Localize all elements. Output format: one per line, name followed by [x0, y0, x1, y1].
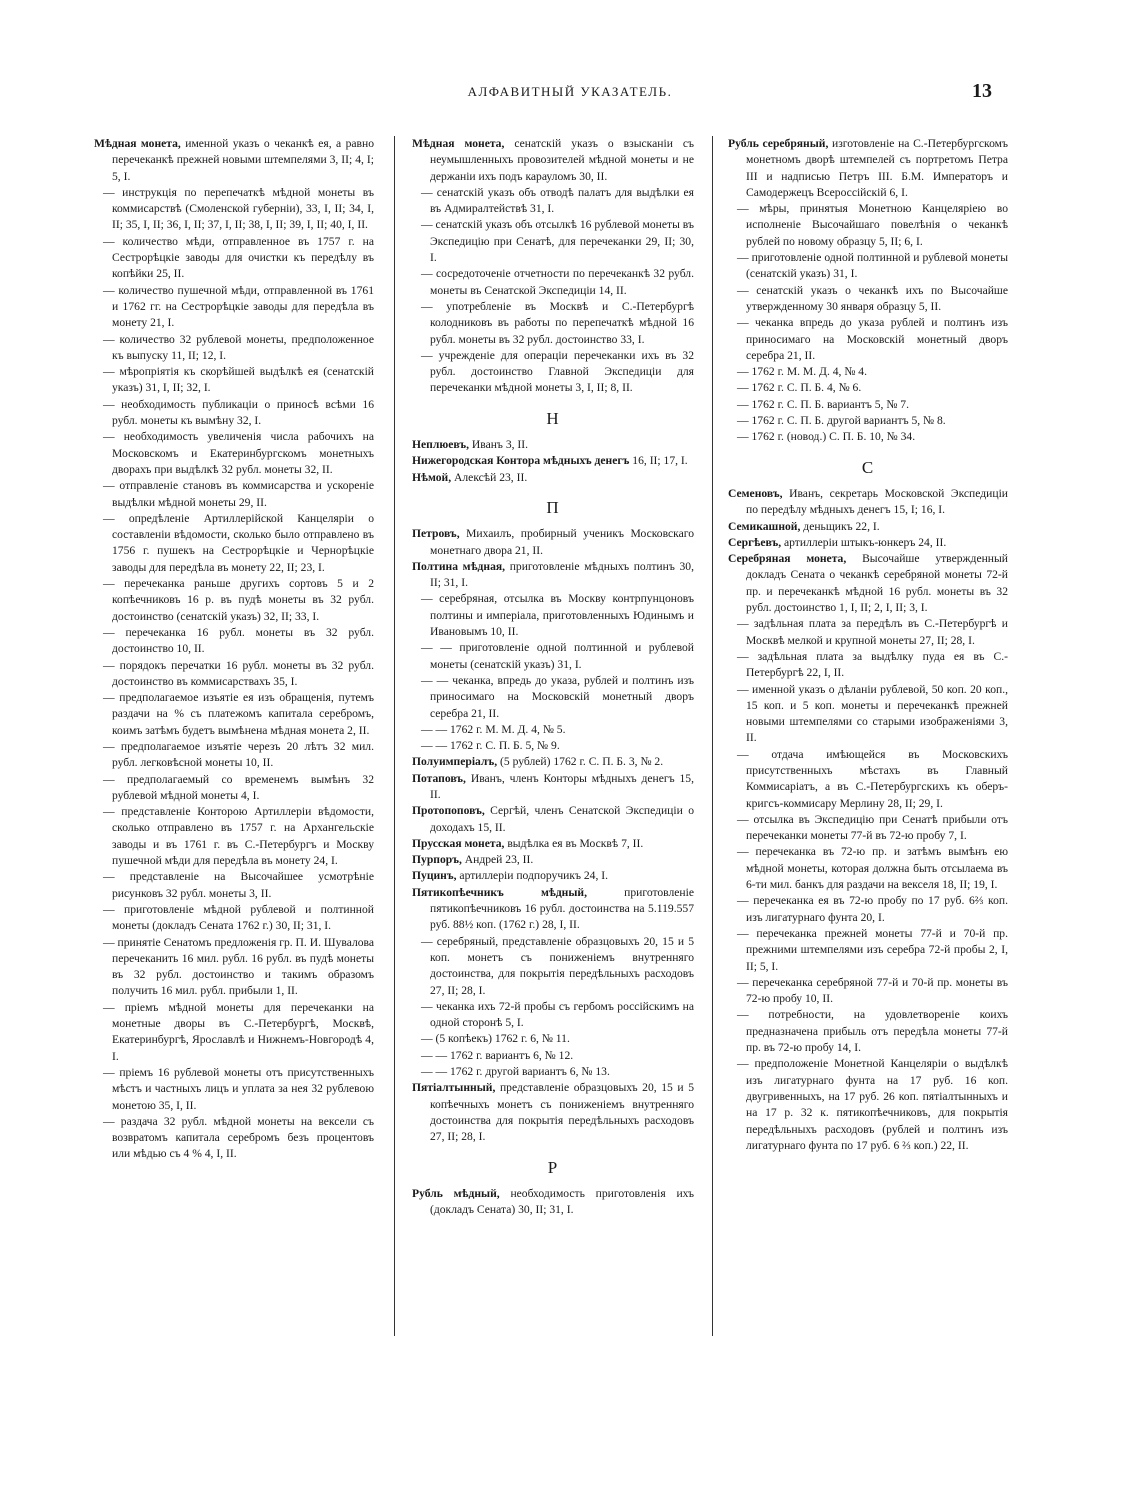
index-subentry: [412, 1031, 694, 1047]
index-entry-text: — чеканка ихъ 72-й пробы съ гербомъ россійскимъ на одной сторонѣ 5, I.: [421, 999, 694, 1030]
index-entry-text: артиллеріи штыкъ-юнкеръ 24, II.: [784, 535, 947, 549]
index-entry-heading: Неплюевъ,: [412, 438, 469, 452]
index-subentry: [728, 975, 1008, 1008]
index-subentry: [94, 364, 374, 397]
index-entry-text: — отправленіе становъ въ коммисарства и ускореніе выдѣлки мѣдной монеты 29, II.: [103, 479, 374, 509]
index-subentry: [728, 413, 1008, 429]
index-entry-text: (5 рублей) 1762 г. С. П. Б. 3, № 2.: [500, 755, 664, 769]
index-entry-text: — количество мѣди, отправленное въ 1757 г. на Сестрорѣцкіе заводы для очистки къ передѣлу въ копѣйки 25, II.: [103, 234, 374, 281]
index-entry-text: — 1762 г. С. П. Б. другой вариантъ 5, № 8.: [737, 414, 946, 428]
index-entry-text: Алексѣй 23, II.: [454, 470, 528, 484]
index-entry-text: Иванъ, секретарь Московской Экспедиціи по передѣлу мѣдныхъ денегъ 15, I; 16, I.: [746, 486, 1008, 517]
column-divider: [394, 136, 395, 1336]
index-entry-text: артиллеріи подпоручикъ 24, I.: [459, 869, 609, 883]
index-subentry: [412, 738, 694, 754]
index-entry-text: — 1762 г. (новод.) С. П. Б. 10, № 34.: [737, 430, 916, 444]
index-entry-text: — серебряная, отсылка въ Москву контрпунцоновъ полтины и имперіала, приготовленныхъ Юдинымъ и Ивановымъ 10, II.: [421, 592, 694, 639]
index-entry: [412, 771, 694, 804]
index-subentry: [94, 283, 374, 332]
index-entry: [412, 836, 694, 852]
index-entry-text: Андрей 23, II.: [464, 853, 534, 867]
index-entry-text: необходимость приготовленія ихъ (докладъ Сената) 30, II; 31, I.: [430, 1186, 694, 1217]
index-subentry: [728, 283, 1008, 316]
index-entry: [412, 559, 694, 592]
index-subentry: [412, 1048, 694, 1064]
index-entry: [412, 803, 694, 836]
index-entry-text: — серебряный, представленіе образцовыхъ 20, 15 и 5 коп. монетъ съ пониженіемъ внутренняго достоинства, для покрытія передѣльныхъ расходовъ 27, II; 28, I.: [421, 934, 694, 997]
index-subentry: [728, 812, 1008, 845]
index-subentry: [728, 649, 1008, 682]
index-entry-text: приготовленіе мѣдныхъ полтинъ 30, II; 31, I.: [430, 559, 694, 590]
index-subentry: [94, 739, 374, 772]
index-entry-text: — предполагаемое изъятіе ея изъ обращенія, путемъ раздачи на % съ платежомъ капитала серебромъ, коимъ затѣмъ будетъ вымѣнена мѣдная монета 2, II.: [103, 691, 374, 737]
index-entry-text: — — 1762 г. М. М. Д. 4, № 5.: [421, 722, 566, 736]
index-entry-heading: Семеновъ,: [728, 486, 783, 500]
index-entry-text: — сенатскій указъ объ отсылкѣ 16 рублевой монеты въ Экспедицію при Сенатѣ, для перечеканки 29, II; 30, I.: [421, 218, 694, 265]
index-subentry: [412, 1064, 694, 1080]
index-subentry: [94, 1000, 374, 1065]
index-subentry: [94, 690, 374, 739]
index-entry-heading: Серебряная монета,: [728, 552, 847, 566]
index-entry-text: — перечеканка 16 рубл. монеты въ 32 рубл. достоинство 10, II.: [103, 625, 374, 656]
index-entry: [728, 519, 1008, 535]
index-entry: [728, 535, 1008, 551]
index-subentry: [728, 315, 1008, 364]
index-entry-heading: Потаповъ,: [412, 771, 466, 785]
index-entry-heading: Сергѣевъ,: [728, 535, 782, 549]
index-entry: [412, 754, 694, 770]
index-entry-text: Высочайше утвержденный докладъ Сената о чеканкѣ серебряной монеты 72-й пр. и перечеканкѣ мѣдной 16 рубл. монеты въ 32 рубл. достоинство 1, I, II; 2, I, II; 3, I.: [746, 552, 1008, 615]
index-entry-heading: Мѣдная монета,: [94, 137, 181, 150]
index-entry-text: — — 1762 г. другой вариантъ 6, № 13.: [421, 1065, 610, 1079]
index-subentry: [94, 869, 374, 902]
index-entry-heading: Пятикопѣечникъ мѣдный,: [412, 885, 587, 899]
index-entry-text: Иванъ 3, II.: [471, 438, 529, 452]
index-subentry: [412, 591, 694, 640]
index-entry: [412, 437, 694, 453]
index-subentry: [412, 673, 694, 722]
index-entry: [412, 852, 694, 868]
index-entry: [412, 470, 694, 486]
index-subentry: [728, 250, 1008, 283]
index-entry-text: — приготовленіе одной полтинной и рублевой монеты (сенатскій указъ) 31, I.: [737, 251, 1008, 281]
index-subentry: [728, 844, 1008, 893]
index-entry: [728, 136, 1008, 201]
column-divider: [712, 136, 713, 1336]
index-subentry: [412, 185, 694, 218]
index-entry-text: — сенатскій указъ объ отводѣ палатъ для выдѣлки ея въ Адмиралтействѣ 31, I.: [421, 185, 694, 216]
index-subentry: [94, 234, 374, 283]
index-entry-heading: Пятіалтынный,: [412, 1081, 496, 1095]
index-entry-text: — предполагаемый со временемъ вымѣнъ 32 рублевой мѣдной монеты 4, I.: [103, 772, 374, 802]
index-subentry: [728, 1056, 1008, 1154]
index-subentry: [94, 658, 374, 691]
index-entry: [94, 136, 374, 185]
index-entry-text: — инструкція по перепечаткѣ мѣдной монеты въ коммисарствѣ (Смоленской губерніи), 33, I, II; 34, I, II; 35, I, II; 36, I, II; 37, I, II; 38, I, II; 39, I, II; 40, I, II.: [103, 185, 374, 232]
index-entry-text: — пріемъ мѣдной монеты для перечеканки на монетные дворы въ С.-Петербургѣ, Москвѣ, Екатеринбургѣ, Ярославлѣ и Нижнемъ-Новгородѣ 4, I.: [103, 1000, 374, 1063]
index-subentry: [94, 397, 374, 430]
index-entry-text: — учрежденіе для операціи перечеканки ихъ въ 32 рубл. достоинство Главной Экспедиціи для перечеканки мѣдной монеты 3, I, II; 8, II.: [421, 348, 694, 395]
index-entry-text: — именной указъ о дѣланіи рублевой, 50 коп. 20 коп., 15 коп. и 5 коп. монеты и перечеканкѣ прежней новыми штемпелями со старыми изображеніями 3, II.: [737, 682, 1008, 745]
index-entry-text: — пріемъ 16 рублевой монеты отъ присутственныхъ мѣстъ и частныхъ лицъ и уплата за нея 32 рублевою монетою 35, I, II.: [103, 1065, 374, 1112]
index-subentry: [412, 934, 694, 999]
index-entry: [412, 136, 694, 185]
index-column-2: [412, 136, 694, 1218]
index-subentry: [728, 1007, 1008, 1056]
index-entry: [412, 526, 694, 559]
index-subentry: [94, 185, 374, 234]
index-subentry: [728, 397, 1008, 413]
index-subentry: [412, 217, 694, 266]
index-entry-heading: Петровъ,: [412, 527, 460, 541]
index-entry-text: — предполагаемое изъятіе черезъ 20 лѣтъ 32 мил. рубл. легковѣсной монеты 10, II.: [103, 739, 374, 770]
index-entry-text: — употребленіе въ Москвѣ и С.-Петербургѣ колодниковъ въ работы по перепечаткѣ мѣдной 16 рубл. монеты въ 32 рубл. достоинство 33, I.: [421, 299, 694, 346]
index-subentry: [94, 478, 374, 511]
index-entry-text: — приготовленіе мѣдной рублевой и полтинной монеты (докладъ Сената 1762 г.) 30, II; 31, I.: [103, 902, 374, 933]
index-subentry: [94, 576, 374, 625]
index-entry-text: — опредѣленіе Артиллерійской Канцеляріи о составленіи вѣдомости, сколько было отправлено въ 1756 г. пушекъ на Сестрорѣцкіе и Чернорѣцкіе заводы для передѣла въ монету 22, II; 23, I.: [103, 511, 374, 574]
index-entry-heading: Пурпоръ,: [412, 853, 462, 867]
index-subentry: [94, 902, 374, 935]
index-entry-text: — — 1762 г. С. П. Б. 5, № 9.: [421, 739, 560, 753]
index-entry-heading: Семикашной,: [728, 519, 801, 533]
index-entry-heading: Рубль мѣдный,: [412, 1186, 500, 1200]
index-entry-text: — количество пушечной мѣди, отправленной въ 1761 и 1762 гг. на Сестрорѣцкіе заводы для передѣла въ монету 21, I.: [103, 283, 374, 330]
page-number: 13: [972, 80, 992, 102]
index-entry-heading: Нѣмой,: [412, 470, 452, 484]
section-letter-p: П: [546, 497, 560, 517]
index-entry-text: — мѣропріятія къ скорѣйшей выдѣлкѣ ея (сенатскій указъ) 31, I, II; 32, I.: [103, 365, 374, 395]
index-subentry: [728, 747, 1008, 812]
index-entry-text: — задѣльная плата за передѣлъ въ С.-Петербургѣ и Москвѣ мелкой и крупной монеты 27, II; 28, I.: [737, 617, 1008, 647]
index-entry-text: — представленіе Конторою Артиллеріи вѣдомости, сколько отправлено въ 1757 г. на Архангельскіе заводы и въ 1761 г. въ С.-Петербургъ и Москву пушечной мѣди для передѣла въ монету 24, I.: [103, 805, 374, 868]
index-subentry: [94, 1114, 374, 1163]
index-subentry: [728, 893, 1008, 926]
index-subentry: [412, 348, 694, 397]
index-subentry: [412, 266, 694, 299]
index-entry-heading: Мѣдная монета,: [412, 137, 505, 150]
index-entry-heading: Нижегородская Контора мѣдныхъ денегъ: [412, 454, 630, 468]
index-entry-text: — раздача 32 рубл. мѣдной монеты на вексели съ возвратомъ капитала серебромъ безъ процентовъ или мѣдью съ 4 % 4, I, II.: [103, 1114, 374, 1161]
index-subentry: [728, 429, 1008, 445]
section-letter-n: Н: [546, 408, 560, 428]
index-entry-heading: Прусская монета,: [412, 836, 505, 850]
index-column-1: [94, 136, 374, 1163]
index-entry-text: — необходимость увеличенія числа рабочихъ на Московскомъ и Екатеринбургскомъ монетныхъ дворахъ при выдѣлкѣ 32 рубл. монеты 32, II.: [103, 430, 374, 476]
index-entry-text: выдѣлка ея въ Москвѣ 7, II.: [507, 836, 644, 850]
index-subentry: [94, 772, 374, 805]
index-subentry: [728, 682, 1008, 747]
index-subentry: [94, 429, 374, 478]
index-entry-text: — потребности, на удовлетвореніе коихъ предназначена прибыль отъ передѣла монеты 77-й пр. въ 72-ю пробу 14, I.: [737, 1008, 1008, 1055]
page-header-title: АЛФАВИТНЫЙ УКАЗАТЕЛЬ.: [467, 84, 673, 99]
index-entry-text: Иванъ, членъ Конторы мѣдныхъ денегъ 15, II.: [430, 771, 694, 801]
index-entry-text: сенатскій указъ о взысканіи съ неумышленныхъ провозителей мѣдной монеты и не держаніи ихъ подъ карауломъ 30, II.: [430, 137, 694, 183]
index-entry-heading: Полуимперіалъ,: [412, 755, 498, 769]
index-entry-text: — сосредоточеніе отчетности по перечеканкѣ 32 рубл. монеты въ Сенатской Экспедиціи 14, II.: [421, 267, 694, 297]
index-entry-text: — отсылка въ Экспедицію при Сенатѣ прибыли отъ перечеканки монеты 77-й въ 72-ю пробу 7, I.: [737, 812, 1008, 843]
index-entry-text: — перечеканка раньше другихъ сортовъ 5 и 2 копѣечниковъ 16 р. въ пудѣ монеты въ 32 рубл. достоинство (сенатскій указъ) 32, II; 33, I.: [103, 577, 374, 623]
index-entry-text: — 1762 г. М. М. Д. 4, № 4.: [737, 365, 867, 379]
index-entry-text: — — приготовленіе одной полтинной и рублевой монеты (сенатскій указъ) 31, I.: [421, 641, 694, 671]
index-entry-text: — чеканка впредь до указа рублей и полтинъ изъ приносимаго на Московскій монетный дворъ серебра 21, II.: [737, 316, 1008, 362]
index-entry-text: — (5 копѣекъ) 1762 г. 6, № 11.: [421, 1032, 570, 1046]
index-entry: [728, 486, 1008, 519]
index-subentry: [412, 722, 694, 738]
index-subentry: [412, 999, 694, 1032]
index-entry-text: — 1762 г. С. П. Б. 4, № 6.: [737, 381, 862, 395]
index-entry-text: — перечеканка серебряной 77-й и 70-й пр. монеты въ 72-ю пробу 10, II.: [737, 975, 1008, 1006]
index-entry-text: — отдача имѣющейся въ Московскихъ присутственныхъ мѣстахъ въ Главный Коммисаріатъ, а въ С.-Петербургскихъ къ оберъ-кригсъ-коммисару Мерлину 28, II; 29, I.: [737, 747, 1008, 810]
index-entry-text: — — чеканка, впредь до указа, рублей и полтинъ изъ приносимаго на Московскій монетный дворъ серебра 21, II.: [421, 673, 694, 720]
index-subentry: [412, 640, 694, 673]
index-entry-text: Михаилъ, пробирный ученикъ Московскаго монетнаго двора 21, II.: [430, 527, 694, 557]
index-entry-text: изготовленіе на С.-Петербургскомъ монетномъ дворѣ штемпелей съ портретомъ Петра III и надписью Петръ III. Б.М. Императоръ и Самодержецъ Всероссійскій 6, I.: [746, 137, 1008, 199]
index-entry-text: — принятіе Сенатомъ предложенія гр. П. И. Шувалова перечеканить 16 мил. рубл. 16 рубл. въ пудѣ монеты въ 32 рубл. достоинство и такимъ образомъ получить 16 мил. рубл. прибыли 1, II.: [103, 935, 375, 998]
index-entry: [412, 885, 694, 934]
section-letter-s: С: [861, 457, 875, 477]
index-entry-heading: Пуцинъ,: [412, 869, 457, 883]
index-column-3: [728, 136, 1008, 1154]
index-entry-text: деньщикъ 22, I.: [803, 519, 880, 533]
index-entry: [728, 551, 1008, 616]
index-entry-text: — сенатскій указъ о чеканкѣ ихъ по Высочайше утвержденному 30 января образцу 5, II.: [737, 283, 1008, 313]
index-entry-text: — задѣльная плата за выдѣлку пуда ея въ С.-Петербургѣ 22, I, II.: [737, 649, 1008, 680]
index-entry-text: — количество 32 рублевой монеты, предположенное къ выпуску 11, II; 12, I.: [103, 332, 374, 362]
index-entry: [412, 1186, 694, 1219]
index-subentry: [728, 201, 1008, 250]
index-entry-text: — перечеканка ея въ 72-ю пробу по 17 руб. 6⅔ коп. изъ лигатурнаго фунта 20, I.: [737, 894, 1008, 924]
index-entry-text: представленіе образцовыхъ 20, 15 и 5 копѣечныхъ монетъ съ пониженіемъ внутренняго достоинства для покрытія передѣльныхъ расходовъ 27, II; 28, I.: [430, 1081, 694, 1144]
index-entry-text: — мѣры, принятыя Монетною Канцеляріею во исполненіе Высочайшаго повелѣнія о чеканкѣ рублей по новому образцу 5, II; 6, I.: [737, 202, 1008, 248]
index-entry-text: — — 1762 г. вариантъ 6, № 12.: [421, 1048, 574, 1062]
index-entry-text: — предположеніе Монетной Канцеляріи о выдѣлкѣ изъ лигатурнаго фунта на 17 руб. 16 коп. двугривенныхъ, на 17 руб. 26 коп. пятіалтынныхъ и на 17 р. 32 к. пятикопѣечниковъ, для покрытія передѣльныхъ расходовъ (рублей и полтинъ изъ лигатурнаго фунта по 17 руб. 6 ⅔ коп.) 22, II.: [737, 1057, 1008, 1152]
index-entry-text: приготовленіе пятикопѣечниковъ 16 рубл. достоинства на 5.119.557 руб. 88½ коп. (1762 г.) 28, I, II.: [430, 885, 694, 932]
index-subentry: [94, 625, 374, 658]
index-subentry: [728, 380, 1008, 396]
index-entry-text: именной указъ о чеканкѣ ея, а равно перечеканкѣ прежней новыми штемпелями 3, II; 4, I; 5, I.: [112, 137, 374, 183]
index-subentry: [728, 616, 1008, 649]
index-entry-text: — порядокъ перечатки 16 рубл. монеты въ 32 рубл. достоинство въ коммисарствахъ 35, I.: [103, 658, 374, 688]
index-subentry: [94, 935, 374, 1000]
index-entry: [412, 1080, 694, 1145]
index-entry-heading: Рубль серебряный,: [728, 137, 829, 150]
index-subentry: [728, 926, 1008, 975]
index-subentry: [94, 511, 374, 576]
index-entry-text: Сергѣй, членъ Сенатской Экспедиціи о доходахъ 15, II.: [430, 804, 694, 834]
index-subentry: [94, 804, 374, 869]
index-entry-text: — представленіе на Высочайшее усмотрѣніе рисунковъ 32 рубл. монеты 3, II.: [103, 870, 374, 900]
index-entry: [412, 868, 694, 884]
index-entry-text: — перечеканка прежней монеты 77-й и 70-й пр. прежними штемпелями изъ серебра 72-й пробы 2, I, II; 5, I.: [737, 926, 1008, 973]
index-subentry: [94, 332, 374, 365]
index-subentry: [728, 364, 1008, 380]
index-entry: [412, 453, 694, 469]
index-entry-text: 16, II; 17, I.: [632, 454, 688, 468]
index-entry-heading: Протопоповъ,: [412, 804, 485, 818]
index-entry-heading: Полтина мѣдная,: [412, 559, 506, 573]
index-subentry: [94, 1065, 374, 1114]
index-subentry: [412, 299, 694, 348]
section-letter-r: Р: [547, 1157, 559, 1177]
index-entry-text: — необходимость публикаціи о приносѣ всѣми 16 рубл. монеты къ вымѣну 32, I.: [103, 397, 374, 428]
index-entry-text: — перечеканка въ 72-ю пр. и затѣмъ вымѣнъ ею мѣдной монеты, которая должна быть отсылаема въ 6-ти мил. банкъ для раздачи на векселя 18, II; 19, I.: [737, 845, 1008, 892]
index-entry-text: — 1762 г. С. П. Б. вариантъ 5, № 7.: [737, 397, 910, 411]
